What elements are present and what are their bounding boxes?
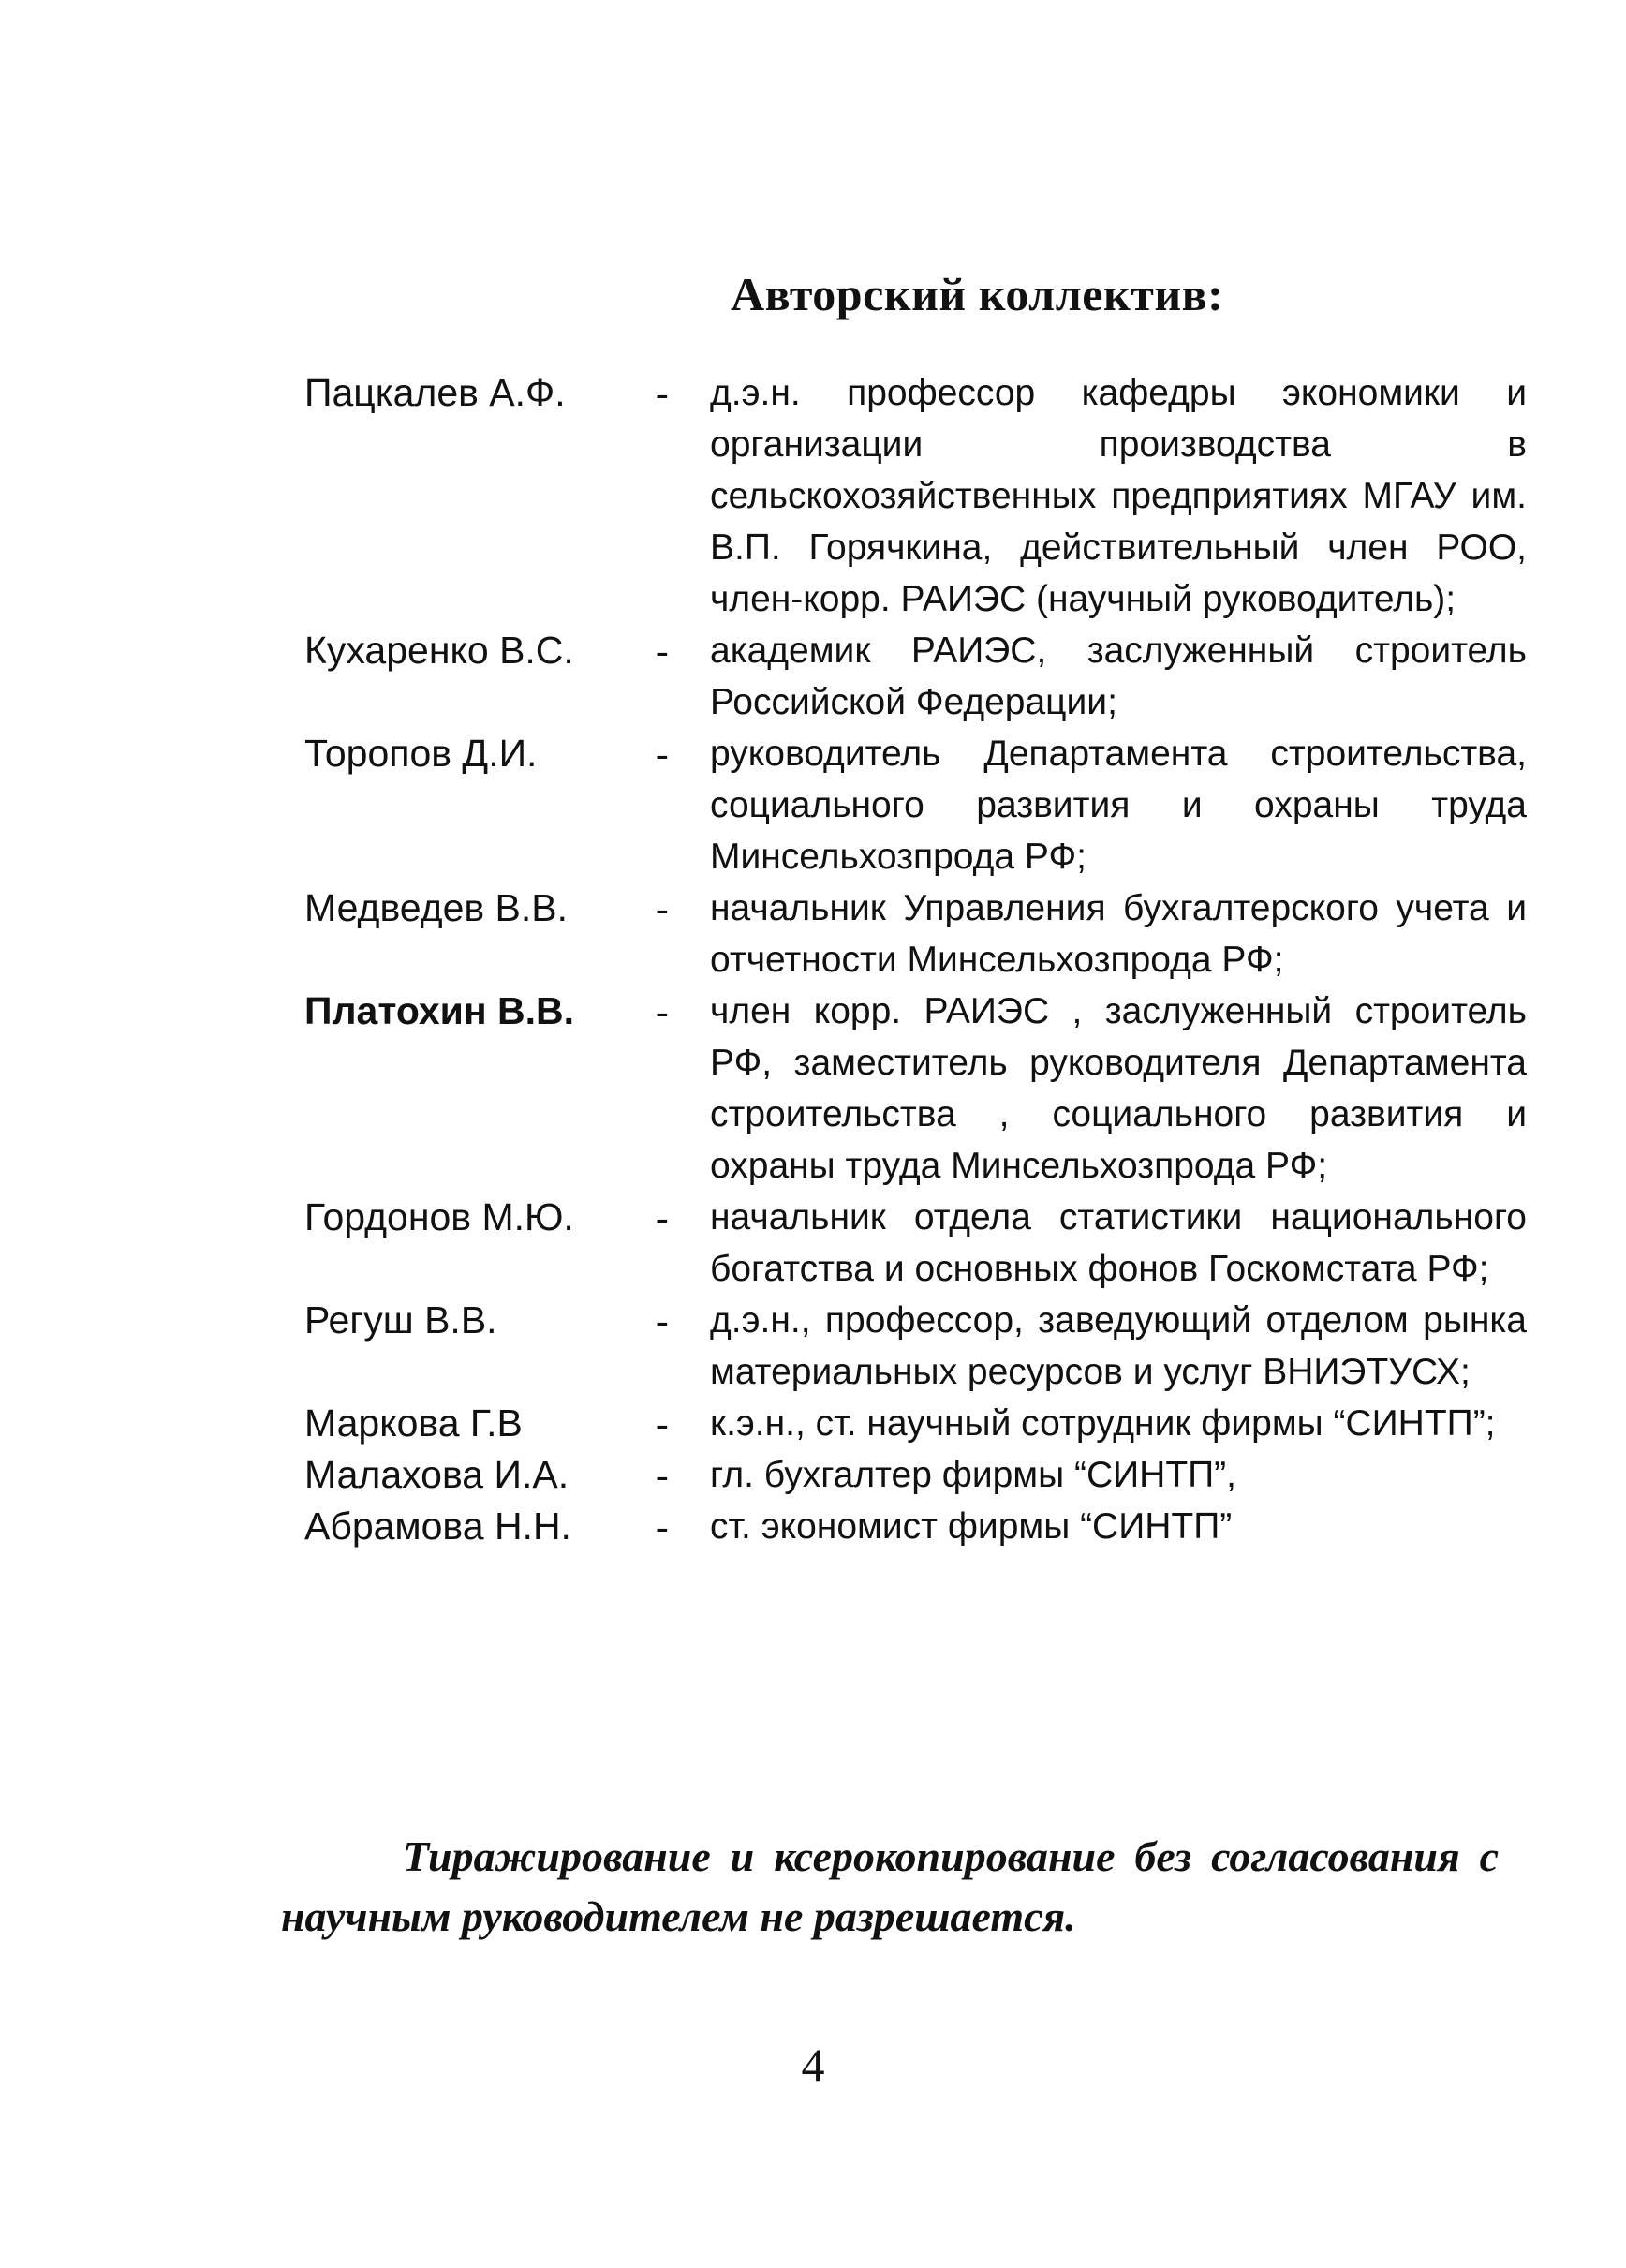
author-description: д.э.н., профессор, заведующий отделом рынка материальных ресурсов и услуг ВНИЭТУСХ; xyxy=(710,1300,1527,1392)
dash-separator: - xyxy=(656,1401,669,1445)
dash-separator: - xyxy=(656,1505,669,1548)
dash-separator: - xyxy=(656,732,669,775)
author-description: академик РАИЭС, заслуженный строитель Российской Федерации; xyxy=(710,630,1527,722)
author-list xyxy=(304,367,1527,1552)
author-name: Платохин В.В. xyxy=(304,989,575,1032)
author-name: Медведев В.В. xyxy=(304,886,569,929)
author-description: д.э.н. профессор кафедры экономики и организации производства в сельскохозяйственных предприятиях МГАУ им. В.П. Горячкина, действительный член РОО, член-корр. РАИЭС (научный руководитель); xyxy=(710,373,1527,619)
dash-separator: - xyxy=(656,371,669,414)
author-entry xyxy=(304,882,1527,986)
author-entry xyxy=(304,1295,1527,1398)
author-name: Торопов Д.И. xyxy=(304,732,538,775)
author-entry xyxy=(304,986,1527,1192)
dash-separator: - xyxy=(656,886,669,929)
author-description: начальник Управления бухгалтерского учета и отчетности Минсельхозпрода РФ; xyxy=(710,888,1527,980)
dash-separator: - xyxy=(656,1298,669,1342)
author-description: член корр. РАИЭС , заслуженный строитель РФ, заместитель руководителя Департамента строительства , социального развития и охраны труда Минсельхозпрода РФ; xyxy=(710,991,1527,1186)
author-entry xyxy=(304,1398,1527,1449)
author-entry xyxy=(304,1501,1527,1552)
dash-separator: - xyxy=(656,1195,669,1238)
page-title: Авторский коллектив: xyxy=(731,268,1224,320)
author-name: Кухаренко В.С. xyxy=(304,629,574,672)
dash-separator: - xyxy=(656,629,669,672)
author-name: Абрамова Н.Н. xyxy=(304,1505,571,1548)
author-name: Гордонов М.Ю. xyxy=(304,1195,574,1238)
page-number: 4 xyxy=(801,2038,825,2091)
author-name: Маркова Г.В xyxy=(304,1401,523,1445)
author-name: Регуш В.В. xyxy=(304,1298,497,1342)
author-entry xyxy=(304,1192,1527,1295)
author-description: начальник отдела статистики национального богатства и основных фонов Госкомстата РФ; xyxy=(710,1197,1527,1289)
author-name: Пацкалев А.Ф. xyxy=(304,371,566,414)
dash-separator: - xyxy=(656,989,669,1032)
author-entry xyxy=(304,625,1527,728)
author-description: ст. экономист фирмы “СИНТП” xyxy=(710,1506,1233,1547)
author-description: гл. бухгалтер фирмы “СИНТП”, xyxy=(710,1455,1236,1495)
author-entry xyxy=(304,367,1527,625)
dash-separator: - xyxy=(656,1453,669,1496)
author-description: руководитель Департамента строительства, социального развития и охраны труда Минсельхозпрода РФ; xyxy=(710,734,1527,877)
author-name: Малахова И.А. xyxy=(304,1453,569,1496)
author-description: к.э.н., ст. научный сотрудник фирмы “СИНТП”; xyxy=(710,1403,1496,1444)
copyright-notice: Тиражирование и ксерокопирование без согласования с научным руководителем не разрешается. xyxy=(281,1832,1499,1940)
author-entry xyxy=(304,728,1527,882)
author-entry xyxy=(304,1449,1527,1501)
